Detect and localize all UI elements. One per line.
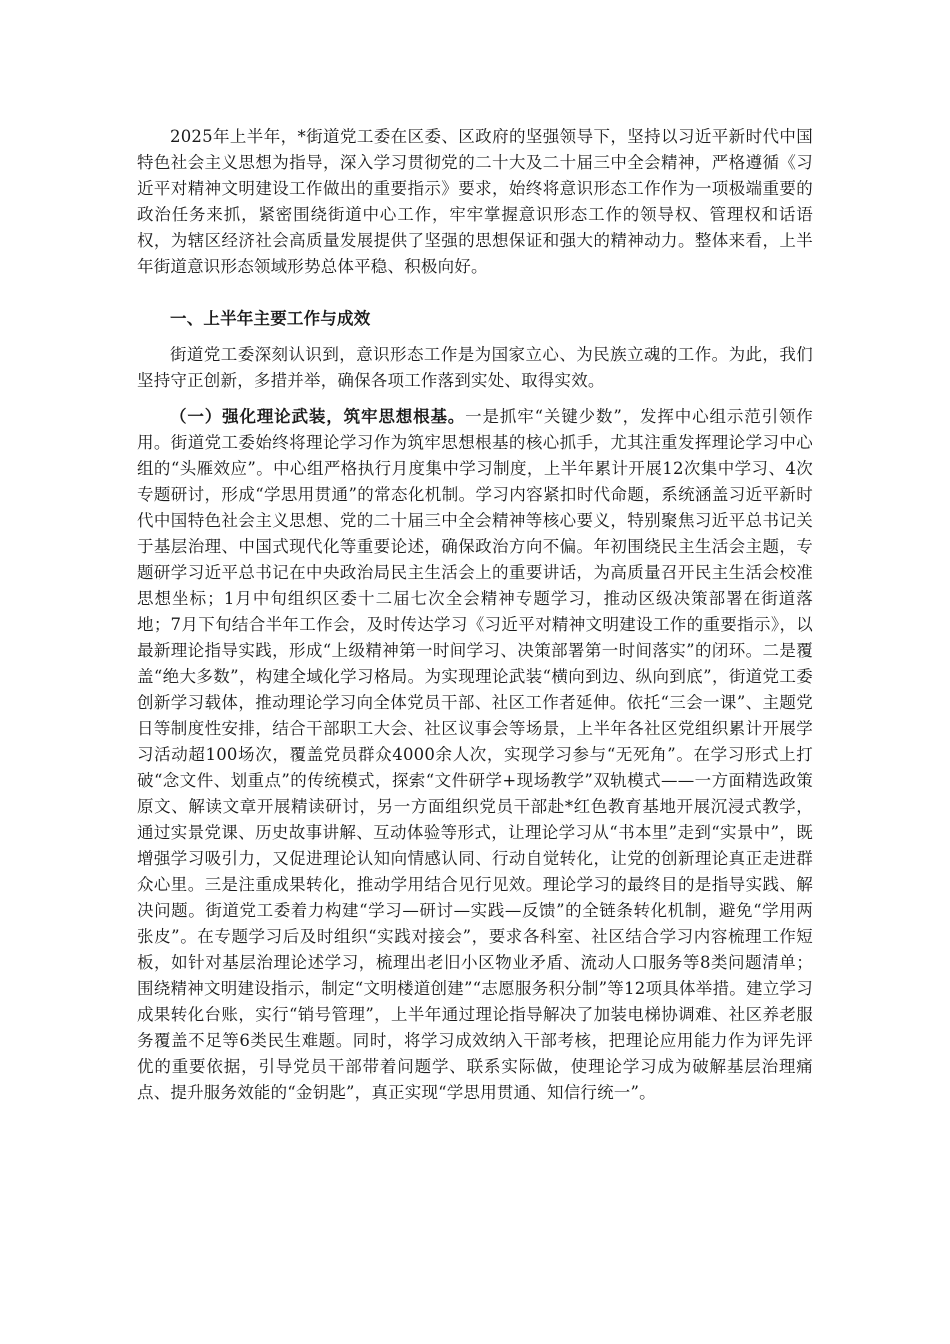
intro-paragraph: 2025年上半年，*街道党工委在区委、区政府的坚强领导下，坚持以习近平新时代中国特色社会主义思想为指导，深入学习贯彻党的二十大及二十届三中全会精神，严格遵循《习近平对精神文明建设工作做出的重要指示》要求，始终将意识形态工作作为一项极端重要的政治任务来抓，紧密围绕街道中心工作，牢牢掌握意识形态工作的领导权、管理权和话语权，为辖区经济社会高质量发展提供了坚强的思想保证和强大的精神动力。整体来看，上半年街道意识形态领域形势总体平稳、积极向好。 <box>137 127 813 276</box>
subsection-paragraph <box>137 404 813 1106</box>
subsection-body: 一是抓牢“关键少数”，发挥中心组示范引领作用。街道党工委始终将理论学习作为筑牢思想根基的核心抓手，尤其注重发挥理论学习中心组的“头雁效应”。中心组严格执行月度集中学习制度，上半年累计开展12次集中学习、4次专题研讨，形成“学思用贯通”的常态化机制。学习内容紧扣时代命题，系统涵盖习近平新时代中国特色社会主义思想、党的二十届三中全会精神等核心要义，特别聚焦习近平总书记关于基层治理、中国式现代化等重要论述，确保政治方向不偏。年初围绕民主生活会主题，专题研学习近平总书记在中央政治局民主生活会上的重要讲话，为高质量召开民主生活会校准思想坐标；1月中旬组织区委十二届七次全会精神专题学习，推动区级决策部署在街道落地；7月下旬结合半年工作会，及时传达学习《习近平对精神文明建设工作的重要指示》，以最新理论指导实践，形成“上级精神第一时间学习、决策部署第一时间落实”的闭环。二是覆盖“绝大多数”，构建全域化学习格局。为实现理论武装“横向到边、纵向到底”，街道党工委创新学习载体，推动理论学习向全体党员干部、社区工作者延伸。依托“三会一课”、主题党日等制度性安排，结合干部职工大会、社区议事会等场景，上半年各社区党组织累计开展学习活动超100场次，覆盖党员群众4000余人次，实现学习参与“无死角”。在学习形式上打破“念文件、划重点”的传统模式，探索“文件研学+现场教学”双轨模式——一方面精选政策原文、解读文章开展精读研讨，另一方面组织党员干部赴*红色教育基地开展沉浸式教学，通过实景党课、历史故事讲解、互动体验等形式，让理论学习从“书本里”走到“实景中”，既增强学习吸引力，又促进理论认知向情感认同、行动自觉转化，让党的创新理论真正走进群众心里。三是注重成果转化，推动学用结合见行见效。理论学习的最终目的是指导实践、解决问题。街道党工委着力构建“学习—研讨—实践—反馈”的全链条转化机制，避免“学用两张皮”。在专题学习后及时组织“实践对接会”，要求各科室、社区结合学习内容梳理工作短板，如针对基层治理论述学习，梳理出老旧小区物业矛盾、流动人口服务等8类问题清单；围绕精神文明建设指示，制定“文明楼道创建”“志愿服务积分制”等12项具体举措。建立学习成果转化台账，实行“销号管理”，上半年通过理论指导解决了加装电梯协调难、社区养老服务覆盖不足等6类民生难题。同时，将学习成效纳入干部考核，把理论应用能力作为评先评优的重要依据，引导党员干部带着问题学、联系实际做，使理论学习成为破解基层治理痛点、提升服务效能的“金钥匙”，真正实现“学思用贯通、知信行统一”。 <box>137 407 813 1102</box>
section-heading: 一、上半年主要工作与成效 <box>170 309 371 328</box>
document-page <box>137 124 813 1106</box>
subsection-lead: （一）强化理论武装，筑牢思想根基。 <box>170 407 466 426</box>
section-intro-paragraph: 街道党工委深刻认识到，意识形态工作是为国家立心、为民族立魂的工作。为此，我们坚持守正创新，多措并举，确保各项工作落到实处、取得实效。 <box>137 345 813 390</box>
